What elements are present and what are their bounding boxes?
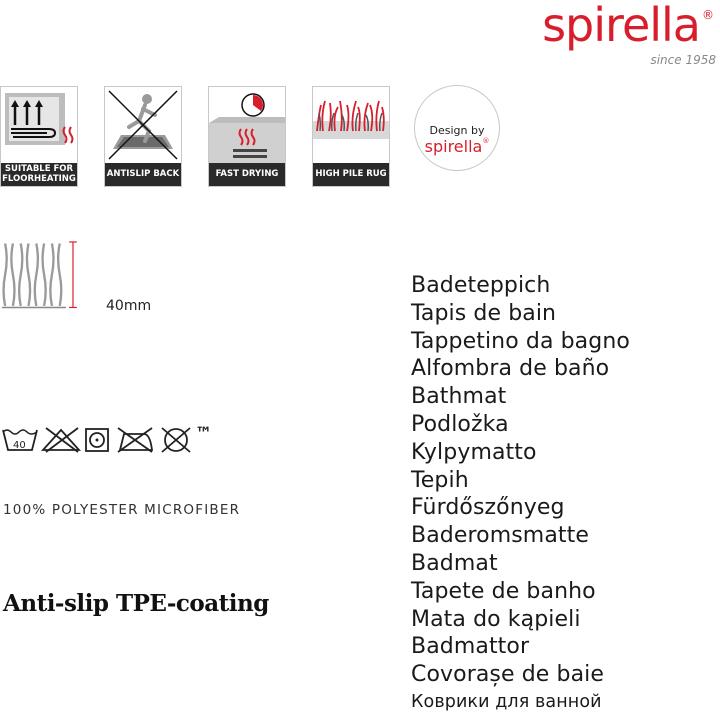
product-name: Badmat <box>411 550 498 576</box>
coating-text: Anti-slip TPE-coating <box>3 590 269 617</box>
material-text: 100% POLYESTER MICROFIBER <box>3 502 241 518</box>
trademark-symbol: ™ <box>195 424 212 444</box>
feature-floorheating <box>0 86 78 187</box>
product-name: Fürdőszőnyeg <box>411 495 565 521</box>
feature-label: FAST DRYING <box>209 163 285 186</box>
product-name: Badeteppich <box>411 273 551 298</box>
no-iron-icon <box>118 428 152 452</box>
product-name: Badmattor <box>411 634 530 660</box>
product-name: Kylpymatto <box>411 439 537 465</box>
product-name-list <box>411 272 630 717</box>
pile-height-label: 40mm <box>106 298 152 314</box>
no-bleach-icon <box>43 428 79 452</box>
product-name: Tepih <box>411 467 469 493</box>
design-by-brand: spirella® <box>424 137 490 156</box>
no-dry-clean-icon <box>162 428 190 452</box>
fast-drying-icon <box>209 87 285 163</box>
floorheating-icon <box>1 87 77 163</box>
logo-text: spirella <box>542 0 700 52</box>
feature-high-pile <box>312 86 390 187</box>
design-by-badge <box>414 85 500 171</box>
product-name: Bathmat <box>411 384 507 410</box>
feature-label: HIGH PILE RUG <box>313 163 389 186</box>
design-by-text: Design by <box>429 124 485 137</box>
tumble-dry-icon <box>86 429 108 451</box>
since-text: since 1958 <box>650 53 716 67</box>
wash-40-icon <box>3 430 37 451</box>
product-name: Mata do kąpieli <box>411 606 581 632</box>
feature-fast-drying <box>208 86 286 187</box>
product-name: Tappetino da bagno <box>411 328 630 354</box>
high-pile-icon <box>313 87 389 163</box>
pile-height-icon <box>2 233 80 318</box>
product-name: Коврики для ванной <box>411 691 602 712</box>
product-name: Alfombra de baño <box>411 356 610 382</box>
product-name: Baderomsmatte <box>411 523 589 549</box>
product-name: Covorașe de baie <box>411 662 605 688</box>
feature-antislip <box>104 86 182 187</box>
registered-mark: ® <box>702 8 714 22</box>
product-name: Tapete de banho <box>411 578 596 604</box>
wash-temp-text: 40 <box>13 440 26 451</box>
feature-label: ANTISLIP BACK <box>105 163 181 186</box>
product-name: Podložka <box>411 411 509 437</box>
product-name: Tapis de bain <box>411 300 557 326</box>
feature-label: SUITABLE FOR FLOORHEATING <box>1 163 77 186</box>
antislip-icon <box>105 87 181 163</box>
